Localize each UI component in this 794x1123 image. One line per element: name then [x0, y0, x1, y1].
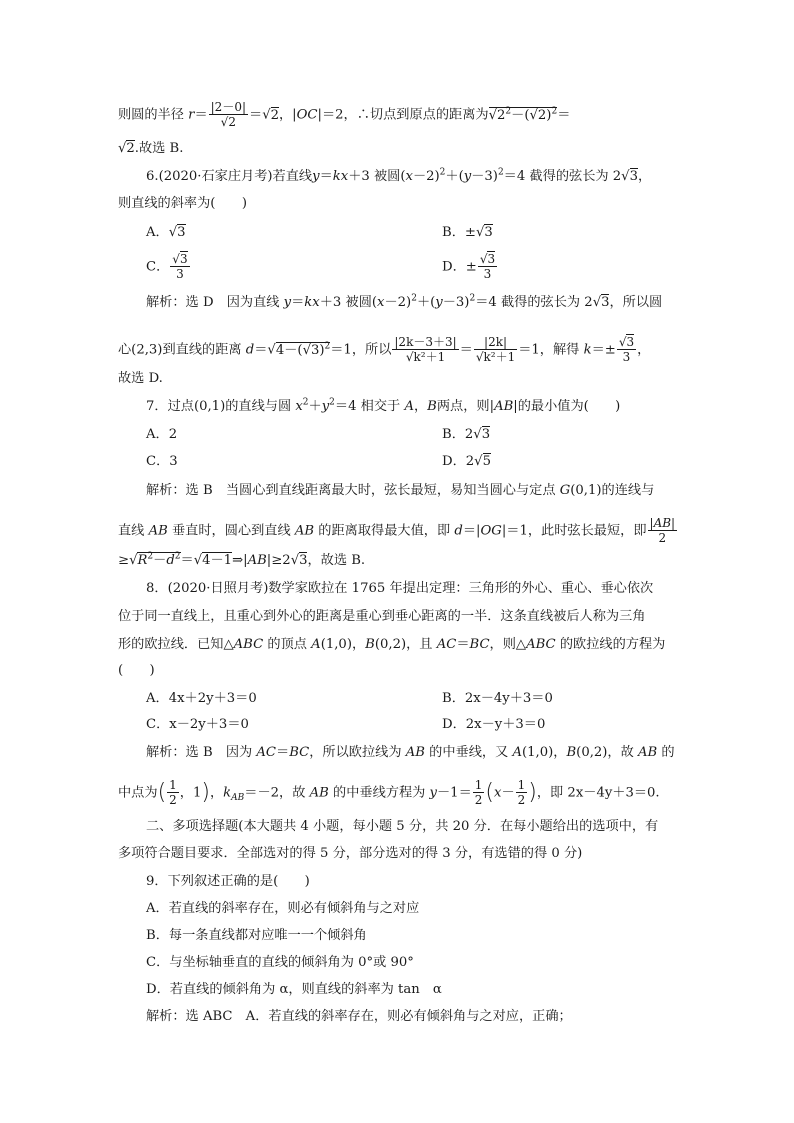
text: ＝: [254, 342, 268, 358]
radicand: 3: [179, 252, 188, 266]
text: ＝4 相交于: [334, 399, 405, 414]
fraction: [473, 778, 485, 808]
question-6-stem-line-2: [118, 195, 247, 213]
point-a: A: [404, 399, 414, 414]
numerator: √3: [618, 335, 635, 349]
var-x: x: [295, 399, 303, 414]
text: ，即 2x－4y＋3＝0.: [536, 785, 660, 801]
exponent: 2: [505, 106, 512, 117]
text: 则直线的斜率为( ): [118, 196, 247, 211]
numerator: √3: [172, 252, 188, 266]
var-y: y: [321, 399, 330, 414]
segment-bc: BC: [289, 745, 310, 760]
fraction: [392, 335, 458, 365]
paren: ): [528, 780, 537, 805]
exponent: 2: [324, 341, 331, 352]
text: 心(2,3)到直线的距离: [118, 342, 246, 358]
segment-ab: AB: [638, 745, 658, 760]
var-x: x: [340, 169, 349, 184]
text: ≥: [118, 553, 130, 568]
exponent: 2: [174, 551, 181, 562]
numerator: |AB|: [649, 516, 676, 530]
fraction: [648, 516, 678, 546]
option-label: B．2x－4y＋3＝0: [442, 691, 553, 706]
text: ，1: [179, 785, 202, 801]
text: 7．过点(0,1)的直线与圆: [146, 399, 296, 414]
text: 二、多项选择题(本大题共 4 小题，每小题 5 分，共 20 分．在每小题给出的选项中，有: [146, 819, 659, 834]
text: －3): [442, 295, 470, 310]
text: －3): [471, 169, 498, 184]
text: －2): [412, 169, 440, 184]
text: 的距离取得最大值，即: [314, 523, 455, 539]
text: (1,0)，: [320, 637, 366, 652]
option-label: B．±: [442, 225, 476, 240]
denominator: 2: [474, 793, 483, 807]
subscript: AB: [231, 793, 245, 804]
radicand: 4－1: [202, 553, 233, 568]
var-r: R: [137, 553, 148, 568]
segment-ac: AC: [436, 637, 457, 652]
denominator: 2: [169, 793, 177, 807]
var-k: k: [304, 295, 313, 310]
var-y: y: [429, 785, 437, 801]
radicand: 3: [487, 252, 496, 266]
numerator: 1: [169, 778, 177, 792]
text: 的中垂线方程为: [328, 785, 430, 801]
text: 形的欧拉线．已知△: [118, 637, 234, 652]
text: －2): [384, 295, 412, 310]
text: 直线: [118, 523, 149, 539]
option-label: D．2: [442, 454, 475, 469]
text: 垂直时，圆心到直线: [167, 523, 295, 539]
question-8-stem-line-1: [146, 580, 653, 598]
question-6-stem-line-1: 6.(2020·石家庄月考)若直线y＝kx＋3 被圆$(x-2)^2+(y-3)^2=4$ 截得的弦长为 2√3，: [146, 167, 652, 184]
question-7-option-a: [146, 426, 177, 444]
option-label: A．若直线的斜率存在，则必有倾斜角与之对应: [146, 901, 420, 916]
option-label: D．若直线的倾斜角为 α，则直线的斜率为 tan α: [146, 982, 442, 997]
denominator: 3: [617, 349, 636, 365]
exponent: 2: [439, 167, 446, 178]
denominator: 3: [170, 266, 189, 282]
segment-og: OG: [480, 523, 502, 539]
question-7-stem: [146, 398, 620, 416]
section-2-heading-line-1: [146, 818, 658, 836]
option-label: D．±: [442, 259, 477, 275]
question-7-option-b: B．2√3: [442, 427, 491, 442]
point-b: B: [427, 399, 437, 414]
text: ＝: [291, 295, 305, 310]
radicand: 3: [481, 427, 491, 442]
text: 9．下列叙述正确的是( ): [146, 874, 310, 889]
point-b: B: [566, 745, 577, 760]
text: 解析：选 B 当圆心到直线距离最大时，弦长最短，易知当圆心与定点: [146, 483, 560, 498]
option-label: B．每一条直线都对应唯一一个倾斜角: [146, 928, 367, 943]
text: 故选 D.: [118, 371, 163, 386]
fraction: [209, 100, 248, 130]
segment-ab: AB: [405, 745, 425, 760]
text: ＝4 截得的弦长为 2: [475, 295, 593, 310]
text: |≥2: [266, 553, 291, 568]
question-6-option-d: [442, 252, 498, 282]
numerator: 1: [517, 778, 526, 792]
text: －(: [511, 107, 530, 123]
text: ＝: [319, 169, 333, 184]
radicand: 3: [626, 335, 635, 349]
question-6-solution-line-3: [118, 370, 163, 388]
option-label: A．2: [146, 427, 178, 442]
text: ＋3 被圆(: [319, 295, 378, 310]
question-9-stem: [146, 873, 310, 891]
denominator: √2: [209, 114, 248, 130]
triangle-abc: ABC: [233, 637, 264, 652]
text: 的顶点: [263, 637, 312, 652]
text: ＝: [180, 553, 194, 568]
exponent: 2: [411, 293, 417, 304]
text: ＋: [308, 399, 322, 414]
question-7-solution-line-3: $\ge√R^2-d^2=√4-1\Rightarrow|AB|\ge 2√3$，故选 B.: [118, 551, 366, 568]
text: ，所以圆: [609, 295, 663, 310]
text: ，|: [278, 107, 297, 123]
numerator: |2－0|: [210, 100, 246, 114]
text: 解析：选 ABC A．若直线的斜率存在，则必有倾斜角与之对应，正确；: [146, 1009, 572, 1024]
text: ＝±: [591, 342, 616, 358]
text: 解析：选 B 因为: [146, 745, 257, 760]
text: |＝2，∴切点到原点的距离为: [317, 107, 489, 123]
text: ＋(: [416, 295, 436, 310]
text: (0,2)，且: [374, 637, 437, 652]
var-k: k: [583, 342, 592, 358]
text: 则圆的半径: [118, 107, 189, 123]
question-8-option-c: [146, 716, 249, 734]
text: (0,2)，故: [576, 745, 639, 760]
var-r: r: [188, 107, 195, 123]
option-label: A．: [146, 225, 169, 240]
radicand: 2: [537, 107, 547, 123]
segment-ab: AB: [294, 523, 315, 539]
var-x: x: [494, 785, 502, 801]
segment-ab: AB: [247, 553, 267, 568]
text: 的欧拉线的方程为: [555, 637, 666, 652]
fraction: [474, 335, 517, 365]
fraction: [478, 252, 497, 282]
question-9-option-d: [146, 981, 442, 999]
text: 多项符合题目要求．全部选对的得 5 分，部分选对的得 3 分，有选错的得 0 分): [118, 846, 583, 861]
text: ⇒|: [232, 553, 248, 568]
text: ，故选 B.: [307, 553, 366, 568]
fraction: [516, 778, 528, 808]
var-y: y: [435, 295, 443, 310]
segment-ab: AB: [309, 785, 329, 801]
radicand: 3: [177, 225, 186, 240]
numerator: 1: [474, 778, 483, 792]
var-k: k: [223, 785, 232, 801]
point-a: A: [512, 745, 523, 760]
radicand: 5: [482, 454, 491, 469]
text: ( ): [118, 663, 155, 678]
text: 的: [657, 745, 675, 760]
question-9-option-a: [146, 900, 419, 918]
radicand: 3: [629, 169, 638, 184]
text: 中点为: [118, 785, 158, 801]
text: ＝－2，故: [244, 785, 310, 801]
question-6-solution-line-1: 解析：选 D 因为直线 y＝kx＋3 被圆$(x-2)^2+(y-3)^2=4$ 截得的弦长为 2√3，所以圆: [146, 293, 663, 310]
denominator: 3: [478, 266, 497, 282]
denominator: 2: [517, 793, 526, 807]
text: ＝: [276, 745, 290, 760]
segment-ac: AC: [256, 745, 277, 760]
exponent: 2: [551, 106, 558, 117]
question-8-stem-line-4: [118, 662, 155, 680]
radicand: 2: [126, 141, 135, 156]
text: 4－(: [275, 342, 303, 358]
var-y: y: [312, 169, 320, 184]
text: ＝: [557, 107, 571, 123]
text: ): [319, 342, 325, 358]
option-label: C．3: [146, 454, 178, 469]
question-6-option-a: A．√3: [146, 225, 186, 240]
radicand: k²＋1: [413, 350, 446, 364]
text: ＝1，所以: [330, 342, 392, 358]
question-6-option-b: B．±√3: [442, 225, 493, 240]
segment-ab: AB: [494, 399, 514, 414]
option-label: C．x－2y＋3＝0: [146, 717, 249, 732]
var-d: d: [166, 553, 175, 568]
text: 的中垂线，又: [424, 745, 513, 760]
text: ＝: [459, 342, 473, 358]
text: (0,1)的连线与: [570, 483, 655, 498]
var-x: x: [377, 295, 385, 310]
question-8-solution-line-2: 中点为( $\frac{1}{2}$ ，1)，$k_{AB}=-2$，故 AB 的中垂线方程为 y－1＝ $\frac{1}{2}$ (x－ $\frac{1}{2}$ )，即 2x－4y＋3＝0.: [118, 778, 660, 807]
var-y: y: [283, 295, 292, 310]
radicand: 2: [270, 107, 279, 123]
question-6-option-c: [146, 252, 191, 282]
denominator: √k²＋1: [475, 350, 516, 364]
text: ＝: [249, 107, 263, 123]
question-9-option-c: [146, 954, 414, 972]
question-9-solution: [146, 1008, 572, 1026]
solution-5-line-1: 则圆的半径 r＝ $\frac{|2-0|}{√2}$ ＝√2，|OC|＝2，∴切点到原点的距离为$√2^2-(√2)^2=$: [118, 100, 571, 129]
point-b: B: [365, 637, 375, 652]
radicand: k²＋1: [483, 350, 516, 364]
text: ＋(: [445, 169, 464, 184]
option-label: C．与坐标轴垂直的直线的倾斜角为 0°或 90°: [146, 955, 414, 970]
question-8-option-d: [442, 716, 545, 734]
exponent: 2: [329, 397, 335, 408]
option-label: B．2: [442, 427, 474, 442]
var-x: x: [405, 169, 413, 184]
option-label: C．: [146, 259, 170, 275]
section-2-heading-line-2: [118, 845, 582, 863]
paren: ): [201, 780, 210, 805]
text: ＝1，解得: [518, 342, 584, 358]
option-label: D．2x－y＋3＝0: [442, 717, 546, 732]
var-x: x: [312, 295, 320, 310]
text: ，: [413, 399, 428, 414]
text: |的最小值为( ): [513, 399, 621, 414]
fraction: [167, 778, 179, 808]
denominator: √k²＋1: [392, 349, 458, 365]
solution-5-line-2: √2.故选 B.: [118, 141, 184, 156]
text: 解析：选 D 因为直线: [146, 295, 284, 310]
question-7-option-c: [146, 453, 178, 471]
exponent: 2: [497, 167, 504, 178]
var-k: k: [332, 169, 341, 184]
numerator: √3: [479, 252, 496, 266]
point-g: G: [559, 483, 571, 498]
numerator: |2k|: [484, 335, 508, 349]
paren: (: [485, 780, 494, 805]
question-7-solution-line-2: [118, 516, 678, 546]
var-y: y: [463, 169, 472, 184]
paren: (: [157, 780, 167, 805]
question-8-solution-line-1: [146, 744, 675, 762]
triangle-abc: ABC: [526, 637, 556, 652]
radicand: 2: [228, 115, 236, 129]
text: －1＝: [437, 785, 472, 801]
question-6-solution-line-2: 心(2,3)到直线的距离 $d=√4-(√3)^2=1$，所以 $\frac{|2k-3+3|}{\text{√k²＋1}}$ ＝ $\frac{|2k|}{\text{√k²＋1}}$ ＝1，解得 k＝± $\frac{√3}{3}$ ，: [118, 335, 651, 364]
radicand: 3: [299, 553, 308, 568]
var-d: d: [245, 342, 255, 358]
radicand: 3: [310, 342, 320, 358]
var-d: d: [454, 523, 463, 539]
exponent: 2: [302, 397, 309, 408]
text: 两点，则|: [436, 399, 495, 414]
var-oc: OC: [296, 107, 318, 123]
radicand: 3: [601, 295, 610, 310]
fraction: [170, 252, 189, 282]
exponent: 2: [147, 551, 154, 562]
question-8-option-b: [442, 690, 553, 708]
text: ，则△: [489, 637, 527, 652]
text: ，: [637, 169, 652, 184]
text: ＝|: [462, 523, 481, 539]
text: |＝1，此时弦长最短，即: [501, 523, 647, 539]
text: ，: [637, 342, 651, 358]
question-8-option-a: [146, 690, 257, 708]
text: ，所以欧拉线为: [309, 745, 406, 760]
text: ＝: [456, 637, 470, 652]
text: －: [153, 553, 167, 568]
question-8-stem-line-2: [118, 608, 646, 626]
text: .故选 B.: [134, 141, 184, 156]
text: 位于同一直线上，且重心到外心的距离是重心到垂心距离的一半．这条直线被后人称为三角: [118, 609, 646, 624]
option-label: A．4x＋2y＋3＝0: [146, 691, 257, 706]
text: 8．(2020·日照月考)数学家欧拉在 1765 年提出定理：三角形的外心、重心、垂心依次: [146, 581, 654, 596]
numerator: |2k－3＋3|: [394, 335, 457, 349]
text: ＋3 被圆(: [348, 169, 406, 184]
text: ＝4 截得的弦长为 2: [503, 169, 622, 184]
denominator: 2: [648, 530, 678, 546]
question-7-solution-line-1: [146, 482, 654, 500]
radicand: 3: [484, 225, 493, 240]
question-8-stem-line-3: [118, 636, 665, 654]
question-9-option-b: [146, 927, 367, 945]
text: ，: [209, 785, 224, 801]
fraction: [617, 335, 636, 365]
segment-ab: AB: [148, 523, 168, 539]
question-7-option-d: D．2√5: [442, 454, 491, 469]
text: (1,0)，: [522, 745, 567, 760]
segment-bc: BC: [469, 637, 490, 652]
text: 6.(2020·石家庄月考)若直线: [146, 169, 313, 184]
text: ＝: [194, 107, 208, 123]
exponent: 2: [469, 293, 476, 304]
point-a: A: [311, 637, 321, 652]
text: ): [546, 107, 552, 123]
